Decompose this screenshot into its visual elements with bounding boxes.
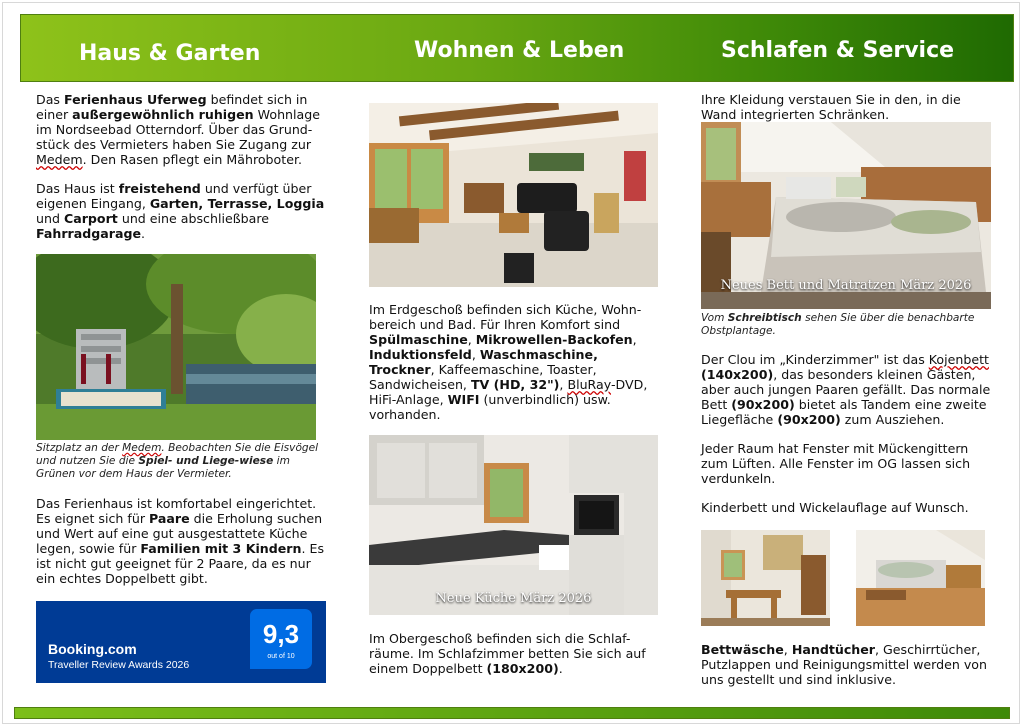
- kids-room-paragraph: Der Clou im „Kinderzimmer" ist das Kojenbett (140x200), das besonders kleinen Gästen, aber auch jungen Paaren gefällt. Das normale Bett (90x200) bietet als Tandem eine zweite Liegefläche (90x200) zum Ausziehen.: [701, 352, 991, 427]
- garden-riverside-photo: [36, 254, 316, 440]
- heading-wohnen-leben: Wohnen & Leben: [414, 38, 625, 63]
- house-features-paragraph: Das Haus ist freistehend und verfügt über eigenen Eingang, Garten, Terrasse, Loggia und Carport und eine abschließbare Fahrradgarage.: [36, 181, 325, 241]
- intro-paragraph: Das Ferienhaus Uferweg befindet sich in einer außergewöhnlich ruhigen Wohnlage im Nordseebad Otterndorf. Über das Grund-stück des Vermieters haben Sie Zugang zur Medem. Den Rasen pflegt ein Mähroboter.: [36, 92, 321, 167]
- living-room-photo: [369, 103, 658, 287]
- kids-room-bed-photo: [856, 530, 985, 626]
- ground-floor-paragraph: Im Erdgeschoß befinden sich Küche, Wohn-bereich und Bad. Für Ihren Komfort sind Spülmaschine, Mikrowellen-Backofen, Induktionsfeld, Waschmaschine, Trockner, Kaffeemaschine, Toaster, Sandwicheisen, TV (HD, 32"), BluRay-DVD, HiFi-Anlage, WIFI (unverbindlich) usw. vorhanden.: [369, 302, 648, 422]
- review-score-box: [250, 609, 312, 669]
- booking-award-text: Traveller Review Awards 2026: [48, 659, 190, 671]
- review-score-value: 9,3: [262, 619, 300, 649]
- kitchen-photo: [369, 435, 658, 615]
- review-score-scale: out of 10: [267, 653, 295, 660]
- linen-included-paragraph: Bettwäsche, Handtücher, Geschirrtücher, Putzlappen und Reinigungsmittel werden von uns gestellt und sind inklusive.: [701, 642, 987, 687]
- booking-award-badge: [36, 601, 326, 683]
- garden-photo-caption: Sitzplatz an der Medem. Beobachten Sie die Eisvögel und nutzen Sie die Spiel- und Liege-wiese im Grünen vor dem Haus der Vermieter.: [36, 442, 319, 480]
- baby-equipment-paragraph: Kinderbett und Wickelauflage auf Wunsch.: [701, 500, 969, 515]
- suitability-paragraph: Das Ferienhaus ist komfortabel eingerichtet. Es eignet sich für Paare die Erholung suchen und Wert auf eine gut ausgestattete Küche legen, sowie für Familien mit 3 Kindern. Es ist nicht gut geeignet für 2 Paare, da es nur ein echtes Doppelbett gibt.: [36, 496, 325, 586]
- wardrobe-paragraph: Ihre Kleidung verstauen Sie in den, in die Wand integrierten Schränken.: [701, 92, 961, 122]
- booking-logo: Booking.com: [48, 641, 137, 657]
- bedroom-photo: [701, 122, 991, 309]
- footer-bar: [14, 707, 1010, 719]
- desk-caption: Vom Schreibtisch sehen Sie über die benachbarte Obstplantage.: [701, 312, 975, 337]
- bedroom-photo-caption: Neues Bett und Matratzen März 2026: [720, 278, 972, 293]
- heading-haus-garten: Haus & Garten: [79, 41, 261, 66]
- kitchen-photo-caption: Neue Küche März 2026: [435, 591, 592, 606]
- heading-schlafen-service: Schlafen & Service: [721, 38, 955, 63]
- kids-room-bunk-photo: [701, 530, 830, 626]
- windows-paragraph: Jeder Raum hat Fenster mit Mückengittern zum Lüften. Alle Fenster im OG lassen sich verdunkeln.: [701, 441, 971, 486]
- upper-floor-paragraph: Im Obergeschoß befinden sich die Schlaf-räume. Im Schlafzimmer betten Sie sich auf einem Doppelbett (180x200).: [369, 631, 646, 676]
